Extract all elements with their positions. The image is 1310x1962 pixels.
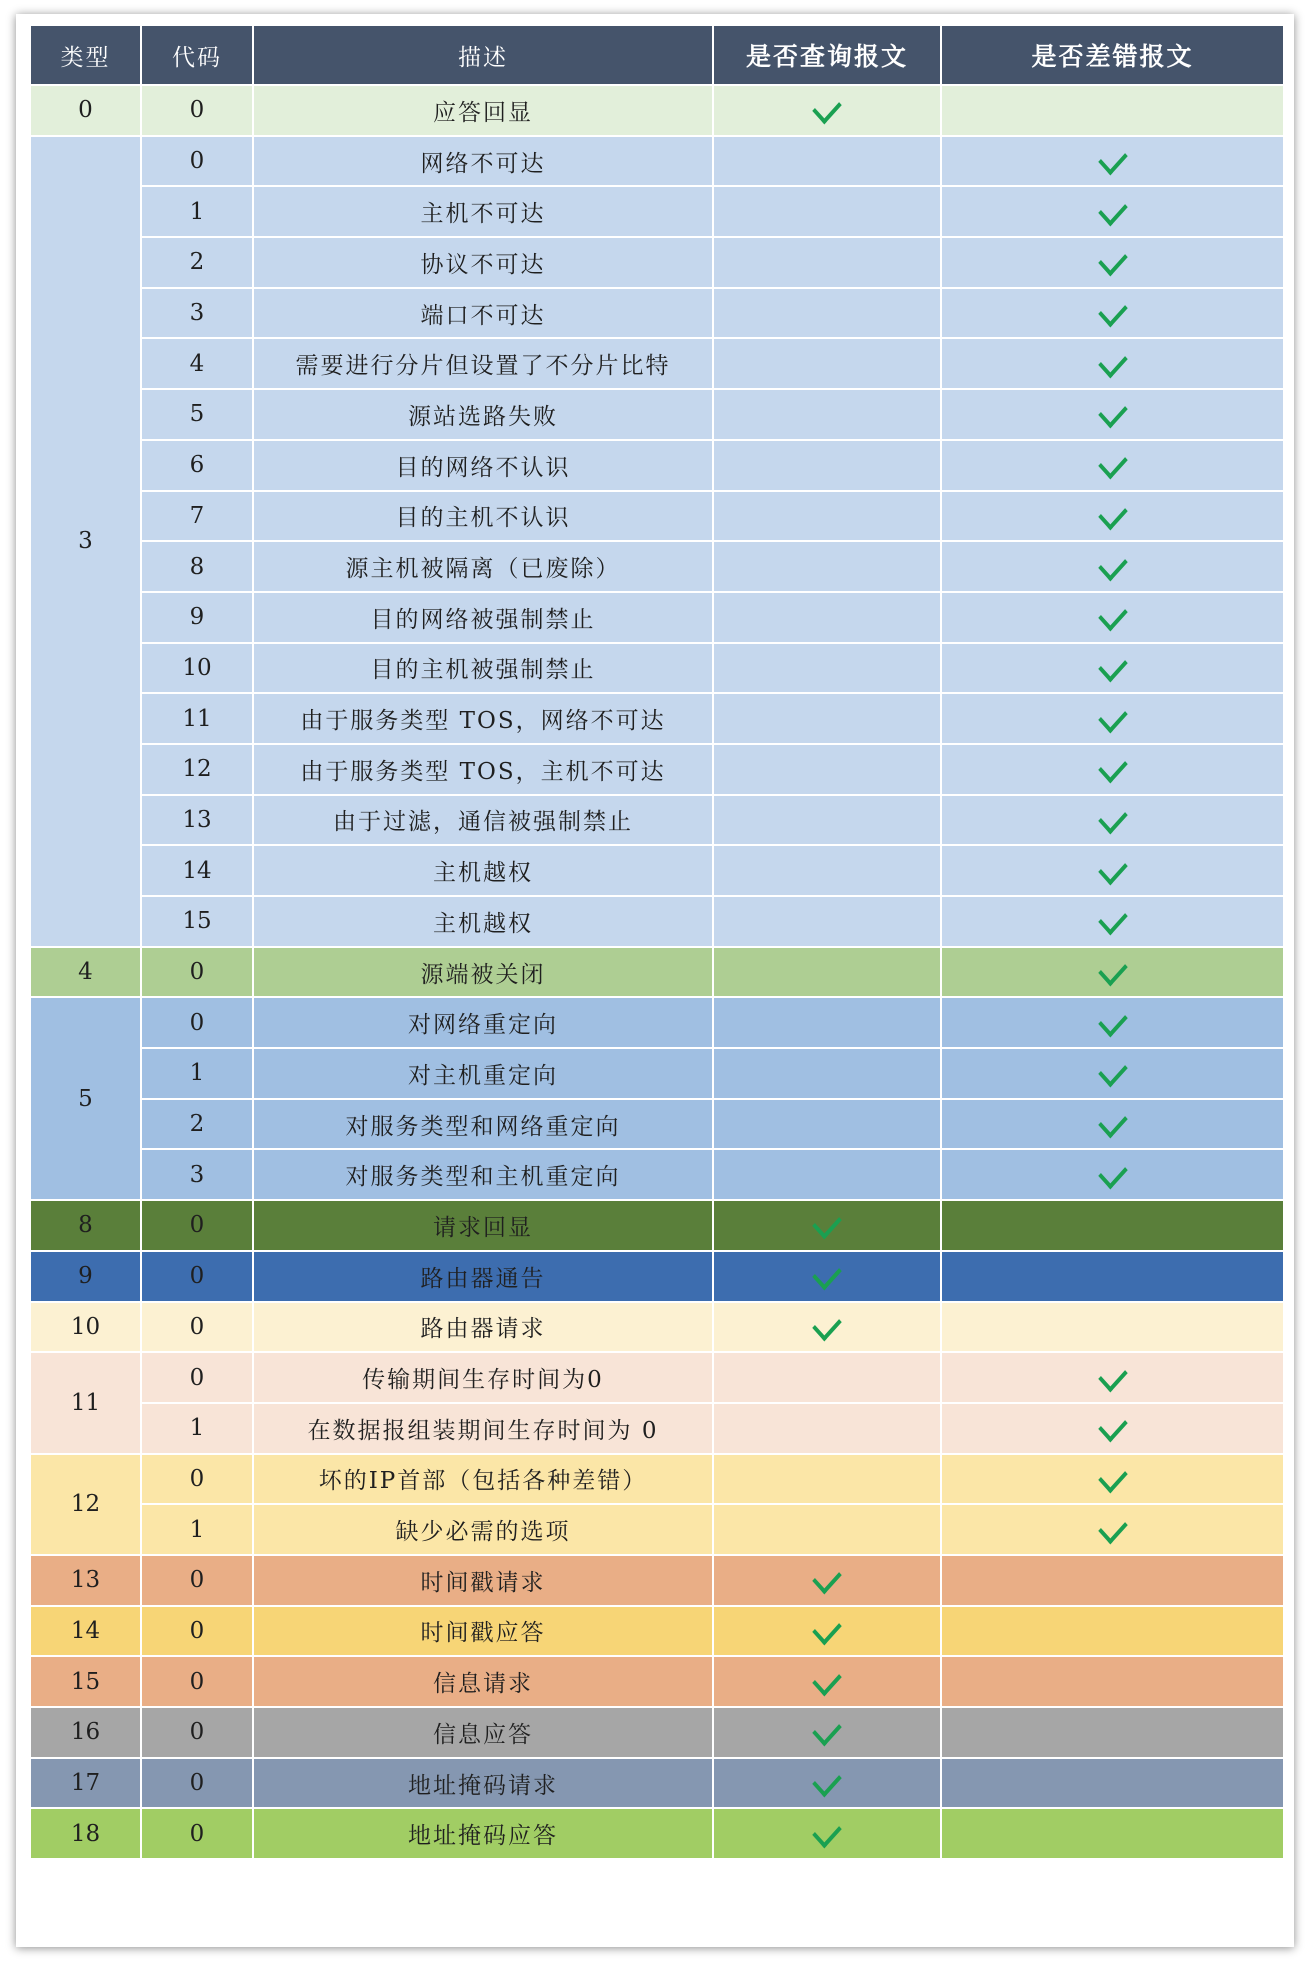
description-cell: 地址掩码请求 bbox=[253, 1758, 713, 1809]
table-row bbox=[30, 1200, 1284, 1251]
description-cell: 路由器通告 bbox=[253, 1251, 713, 1302]
is-error-cell bbox=[941, 1149, 1284, 1200]
checkmark-icon bbox=[1098, 396, 1128, 429]
is-error-cell bbox=[941, 947, 1284, 998]
code-cell: 0 bbox=[141, 1758, 253, 1809]
code-cell: 14 bbox=[141, 845, 253, 896]
is-query-cell bbox=[713, 997, 941, 1048]
is-query-cell bbox=[713, 1099, 941, 1150]
is-query-cell bbox=[713, 1352, 941, 1403]
description-cell: 源站选路失败 bbox=[253, 389, 713, 440]
table-row bbox=[30, 997, 1284, 1048]
description-cell: 由于服务类型 TOS，网络不可达 bbox=[253, 693, 713, 744]
description-cell: 请求回显 bbox=[253, 1200, 713, 1251]
checkmark-icon bbox=[1098, 345, 1128, 378]
icmp-type-table bbox=[29, 24, 1285, 1860]
is-query-cell bbox=[713, 1808, 941, 1859]
is-error-cell bbox=[941, 85, 1284, 136]
description-cell: 目的网络不认识 bbox=[253, 440, 713, 491]
is-error-cell bbox=[941, 1352, 1284, 1403]
is-error-cell bbox=[941, 1454, 1284, 1505]
table-header bbox=[30, 25, 1284, 85]
code-cell: 0 bbox=[141, 1656, 253, 1707]
type-cell: 0 bbox=[30, 85, 141, 136]
is-query-cell bbox=[713, 896, 941, 947]
type-cell: 9 bbox=[30, 1251, 141, 1302]
checkmark-icon bbox=[1098, 143, 1128, 176]
table-row bbox=[30, 1302, 1284, 1353]
is-query-cell bbox=[713, 440, 941, 491]
description-cell: 对主机重定向 bbox=[253, 1048, 713, 1099]
type-cell: 4 bbox=[30, 947, 141, 998]
checkmark-icon bbox=[812, 1308, 842, 1341]
checkmark-icon bbox=[1098, 852, 1128, 885]
checkmark-icon bbox=[1098, 1055, 1128, 1088]
is-query-cell bbox=[713, 1251, 941, 1302]
description-cell: 信息请求 bbox=[253, 1656, 713, 1707]
table-row bbox=[30, 693, 1284, 744]
checkmark-icon bbox=[812, 1258, 842, 1291]
table-row bbox=[30, 795, 1284, 846]
description-cell: 主机越权 bbox=[253, 896, 713, 947]
description-cell: 坏的IP首部（包括各种差错） bbox=[253, 1454, 713, 1505]
checkmark-icon bbox=[1098, 244, 1128, 277]
header-code: 代码 bbox=[141, 25, 253, 85]
description-cell: 由于服务类型 TOS，主机不可达 bbox=[253, 744, 713, 795]
is-error-cell bbox=[941, 136, 1284, 187]
table-row bbox=[30, 85, 1284, 136]
description-cell: 应答回显 bbox=[253, 85, 713, 136]
checkmark-icon bbox=[812, 1765, 842, 1798]
table-row bbox=[30, 1149, 1284, 1200]
description-cell: 需要进行分片但设置了不分片比特 bbox=[253, 338, 713, 389]
checkmark-icon bbox=[1098, 193, 1128, 226]
is-query-cell bbox=[713, 1403, 941, 1454]
checkmark-icon bbox=[1098, 548, 1128, 581]
table-row bbox=[30, 1454, 1284, 1505]
header-type: 类型 bbox=[30, 25, 141, 85]
checkmark-icon bbox=[1098, 1359, 1128, 1392]
description-cell: 缺少必需的选项 bbox=[253, 1504, 713, 1555]
description-cell: 主机越权 bbox=[253, 845, 713, 896]
table-row bbox=[30, 1048, 1284, 1099]
is-error-cell bbox=[941, 491, 1284, 542]
is-error-cell bbox=[941, 1758, 1284, 1809]
table-row bbox=[30, 1656, 1284, 1707]
is-error-cell bbox=[941, 1403, 1284, 1454]
is-query-cell bbox=[713, 1200, 941, 1251]
table-row bbox=[30, 744, 1284, 795]
table-row bbox=[30, 643, 1284, 694]
code-cell: 9 bbox=[141, 592, 253, 643]
code-cell: 3 bbox=[141, 288, 253, 339]
checkmark-icon bbox=[1098, 599, 1128, 632]
table-row bbox=[30, 541, 1284, 592]
type-cell: 3 bbox=[30, 136, 141, 947]
type-cell: 18 bbox=[30, 1808, 141, 1859]
code-cell: 0 bbox=[141, 85, 253, 136]
table-row bbox=[30, 1251, 1284, 1302]
description-cell: 在数据报组装期间生存时间为 0 bbox=[253, 1403, 713, 1454]
checkmark-icon bbox=[1098, 1461, 1128, 1494]
is-error-cell bbox=[941, 1200, 1284, 1251]
checkmark-icon bbox=[812, 1663, 842, 1696]
code-cell: 11 bbox=[141, 693, 253, 744]
description-cell: 端口不可达 bbox=[253, 288, 713, 339]
is-query-cell bbox=[713, 1555, 941, 1606]
is-error-cell bbox=[941, 693, 1284, 744]
code-cell: 10 bbox=[141, 643, 253, 694]
is-error-cell bbox=[941, 1707, 1284, 1758]
type-cell: 5 bbox=[30, 997, 141, 1200]
type-cell: 17 bbox=[30, 1758, 141, 1809]
is-query-cell bbox=[713, 541, 941, 592]
checkmark-icon bbox=[1098, 802, 1128, 835]
code-cell: 0 bbox=[141, 1352, 253, 1403]
table-row bbox=[30, 1555, 1284, 1606]
is-error-cell bbox=[941, 237, 1284, 288]
description-cell: 目的主机被强制禁止 bbox=[253, 643, 713, 694]
is-error-cell bbox=[941, 1606, 1284, 1657]
is-query-cell bbox=[713, 693, 941, 744]
table-row bbox=[30, 136, 1284, 187]
description-cell: 地址掩码应答 bbox=[253, 1808, 713, 1859]
checkmark-icon bbox=[1098, 295, 1128, 328]
checkmark-icon bbox=[1098, 700, 1128, 733]
is-query-cell bbox=[713, 1606, 941, 1657]
description-cell: 对服务类型和网络重定向 bbox=[253, 1099, 713, 1150]
is-query-cell bbox=[713, 389, 941, 440]
checkmark-icon bbox=[1098, 1511, 1128, 1544]
table-row bbox=[30, 896, 1284, 947]
code-cell: 0 bbox=[141, 1606, 253, 1657]
is-query-cell bbox=[713, 643, 941, 694]
code-cell: 0 bbox=[141, 1707, 253, 1758]
description-cell: 主机不可达 bbox=[253, 186, 713, 237]
is-query-cell bbox=[713, 845, 941, 896]
code-cell: 0 bbox=[141, 1200, 253, 1251]
is-query-cell bbox=[713, 1149, 941, 1200]
is-error-cell bbox=[941, 1656, 1284, 1707]
type-cell: 12 bbox=[30, 1454, 141, 1555]
table-row bbox=[30, 1808, 1284, 1859]
is-query-cell bbox=[713, 1707, 941, 1758]
code-cell: 2 bbox=[141, 1099, 253, 1150]
type-cell: 10 bbox=[30, 1302, 141, 1353]
checkmark-icon bbox=[1098, 903, 1128, 936]
description-cell: 网络不可达 bbox=[253, 136, 713, 187]
code-cell: 5 bbox=[141, 389, 253, 440]
checkmark-icon bbox=[812, 1714, 842, 1747]
code-cell: 6 bbox=[141, 440, 253, 491]
checkmark-icon bbox=[812, 92, 842, 125]
description-cell: 目的网络被强制禁止 bbox=[253, 592, 713, 643]
table-row bbox=[30, 1403, 1284, 1454]
code-cell: 1 bbox=[141, 186, 253, 237]
code-cell: 4 bbox=[141, 338, 253, 389]
is-error-cell bbox=[941, 440, 1284, 491]
type-cell: 8 bbox=[30, 1200, 141, 1251]
is-error-cell bbox=[941, 338, 1284, 389]
description-cell: 路由器请求 bbox=[253, 1302, 713, 1353]
checkmark-icon bbox=[1098, 954, 1128, 987]
is-error-cell bbox=[941, 795, 1284, 846]
code-cell: 0 bbox=[141, 997, 253, 1048]
is-error-cell bbox=[941, 1251, 1284, 1302]
description-cell: 传输期间生存时间为0 bbox=[253, 1352, 713, 1403]
is-query-cell bbox=[713, 491, 941, 542]
is-query-cell bbox=[713, 1504, 941, 1555]
table-row bbox=[30, 947, 1284, 998]
is-error-cell bbox=[941, 896, 1284, 947]
header-is-query: 是否查询报文 bbox=[713, 25, 941, 85]
code-cell: 1 bbox=[141, 1048, 253, 1099]
table-row bbox=[30, 1504, 1284, 1555]
table-row bbox=[30, 1707, 1284, 1758]
code-cell: 15 bbox=[141, 896, 253, 947]
code-cell: 2 bbox=[141, 237, 253, 288]
header-is-error: 是否差错报文 bbox=[941, 25, 1284, 85]
checkmark-icon bbox=[1098, 1410, 1128, 1443]
description-cell: 源主机被隔离（已废除） bbox=[253, 541, 713, 592]
is-error-cell bbox=[941, 1555, 1284, 1606]
is-query-cell bbox=[713, 1302, 941, 1353]
is-error-cell bbox=[941, 1808, 1284, 1859]
table-row bbox=[30, 491, 1284, 542]
checkmark-icon bbox=[1098, 497, 1128, 530]
table-row bbox=[30, 288, 1284, 339]
description-cell: 目的主机不认识 bbox=[253, 491, 713, 542]
is-query-cell bbox=[713, 186, 941, 237]
is-error-cell bbox=[941, 1504, 1284, 1555]
description-cell: 对服务类型和主机重定向 bbox=[253, 1149, 713, 1200]
description-cell: 协议不可达 bbox=[253, 237, 713, 288]
code-cell: 0 bbox=[141, 1302, 253, 1353]
table-row bbox=[30, 389, 1284, 440]
is-query-cell bbox=[713, 237, 941, 288]
is-error-cell bbox=[941, 643, 1284, 694]
table-row bbox=[30, 1352, 1284, 1403]
checkmark-icon bbox=[1098, 1004, 1128, 1037]
description-cell: 源端被关闭 bbox=[253, 947, 713, 998]
description-cell: 时间戳请求 bbox=[253, 1555, 713, 1606]
description-cell: 对网络重定向 bbox=[253, 997, 713, 1048]
type-cell: 16 bbox=[30, 1707, 141, 1758]
code-cell: 1 bbox=[141, 1504, 253, 1555]
code-cell: 8 bbox=[141, 541, 253, 592]
code-cell: 0 bbox=[141, 1808, 253, 1859]
header-description: 描述 bbox=[253, 25, 713, 85]
description-cell: 由于过滤，通信被强制禁止 bbox=[253, 795, 713, 846]
table-row bbox=[30, 845, 1284, 896]
type-cell: 14 bbox=[30, 1606, 141, 1657]
description-cell: 时间戳应答 bbox=[253, 1606, 713, 1657]
table-row bbox=[30, 338, 1284, 389]
is-query-cell bbox=[713, 1048, 941, 1099]
is-query-cell bbox=[713, 85, 941, 136]
is-query-cell bbox=[713, 136, 941, 187]
table-row bbox=[30, 1758, 1284, 1809]
code-cell: 0 bbox=[141, 1454, 253, 1505]
is-error-cell bbox=[941, 541, 1284, 592]
is-error-cell bbox=[941, 845, 1284, 896]
type-cell: 15 bbox=[30, 1656, 141, 1707]
code-cell: 0 bbox=[141, 136, 253, 187]
is-error-cell bbox=[941, 288, 1284, 339]
table-row bbox=[30, 1606, 1284, 1657]
code-cell: 7 bbox=[141, 491, 253, 542]
checkmark-icon bbox=[1098, 447, 1128, 480]
header-row bbox=[30, 25, 1284, 85]
is-query-cell bbox=[713, 592, 941, 643]
is-error-cell bbox=[941, 1302, 1284, 1353]
code-cell: 0 bbox=[141, 1555, 253, 1606]
is-error-cell bbox=[941, 744, 1284, 795]
code-cell: 3 bbox=[141, 1149, 253, 1200]
checkmark-icon bbox=[1098, 1106, 1128, 1139]
checkmark-icon bbox=[1098, 1156, 1128, 1189]
type-cell: 13 bbox=[30, 1555, 141, 1606]
table-row bbox=[30, 1099, 1284, 1150]
checkmark-icon bbox=[812, 1613, 842, 1646]
is-query-cell bbox=[713, 795, 941, 846]
table-body bbox=[30, 85, 1284, 1859]
checkmark-icon bbox=[812, 1815, 842, 1848]
code-cell: 1 bbox=[141, 1403, 253, 1454]
checkmark-icon bbox=[812, 1207, 842, 1240]
table-row bbox=[30, 237, 1284, 288]
table-row bbox=[30, 186, 1284, 237]
is-query-cell bbox=[713, 1454, 941, 1505]
is-query-cell bbox=[713, 288, 941, 339]
is-error-cell bbox=[941, 592, 1284, 643]
is-query-cell bbox=[713, 1656, 941, 1707]
is-query-cell bbox=[713, 1758, 941, 1809]
description-cell: 信息应答 bbox=[253, 1707, 713, 1758]
checkmark-icon bbox=[1098, 751, 1128, 784]
is-error-cell bbox=[941, 186, 1284, 237]
table-row bbox=[30, 592, 1284, 643]
table-row bbox=[30, 440, 1284, 491]
is-error-cell bbox=[941, 1099, 1284, 1150]
is-error-cell bbox=[941, 1048, 1284, 1099]
code-cell: 13 bbox=[141, 795, 253, 846]
code-cell: 0 bbox=[141, 947, 253, 998]
is-query-cell bbox=[713, 947, 941, 998]
table-frame bbox=[16, 14, 1294, 1947]
is-error-cell bbox=[941, 389, 1284, 440]
is-error-cell bbox=[941, 997, 1284, 1048]
checkmark-icon bbox=[1098, 650, 1128, 683]
code-cell: 0 bbox=[141, 1251, 253, 1302]
checkmark-icon bbox=[812, 1562, 842, 1595]
code-cell: 12 bbox=[141, 744, 253, 795]
is-query-cell bbox=[713, 744, 941, 795]
is-query-cell bbox=[713, 338, 941, 389]
type-cell: 11 bbox=[30, 1352, 141, 1453]
